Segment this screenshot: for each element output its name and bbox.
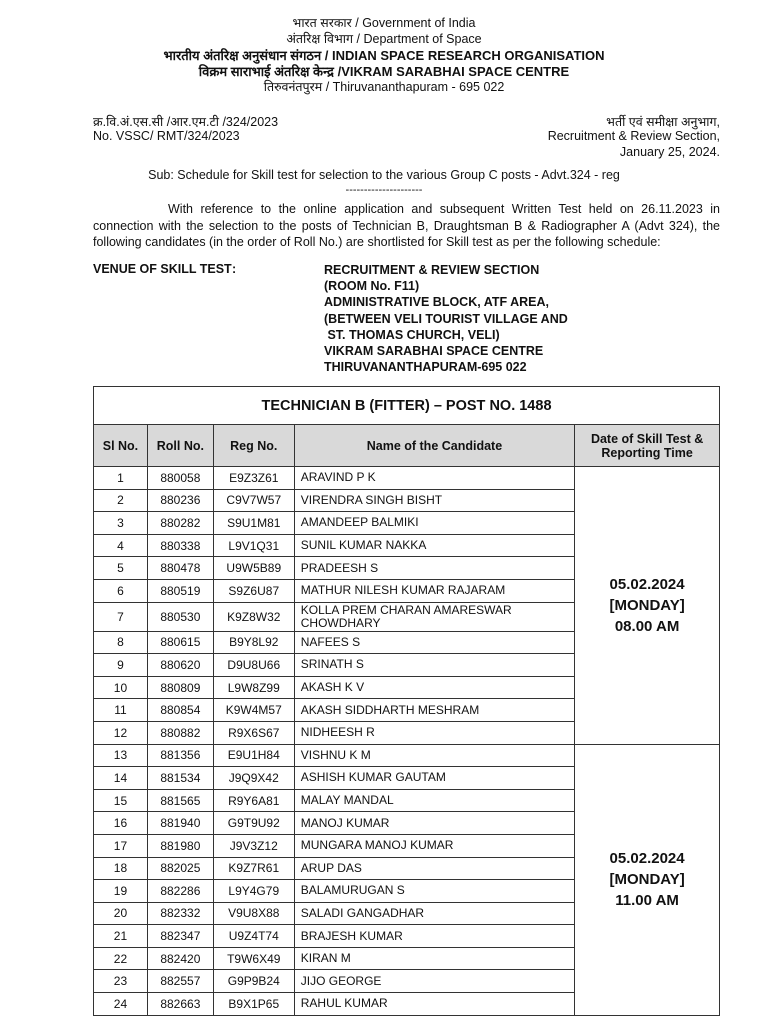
- section-name: Recruitment & Review Section,: [547, 129, 720, 143]
- header-schedule: Date of Skill Test & Reporting Time: [575, 425, 720, 467]
- cell-roll-no: 882347: [147, 925, 213, 948]
- cell-reg-no: B9Y8L92: [213, 631, 294, 654]
- letter-date: January 25, 2024.: [619, 145, 720, 159]
- section-name-hindi: भर्ती एवं समीक्षा अनुभाग,: [606, 115, 720, 129]
- schedule-time: 08.00 AM: [614, 617, 680, 635]
- cell-reg-no: C9V7W57: [213, 489, 294, 512]
- cell-reg-no: U9W5B89: [213, 557, 294, 580]
- cell-roll-no: 880882: [147, 721, 213, 744]
- cell-reg-no: R9X6S67: [213, 721, 294, 744]
- cell-candidate-name: ASHISH KUMAR GAUTAM: [294, 767, 574, 790]
- cell-sl-no: 24: [94, 993, 148, 1016]
- cell-roll-no: 882332: [147, 902, 213, 925]
- cell-reg-no: L9W8Z99: [213, 676, 294, 699]
- venue-line: ST. THOMAS CHURCH, VELI): [324, 327, 500, 342]
- cell-roll-no: 882025: [147, 857, 213, 880]
- cell-sl-no: 20: [94, 902, 148, 925]
- table-row: [94, 467, 720, 490]
- header-sl-no: Sl No.: [94, 425, 148, 467]
- cell-candidate-name: MALAY MANDAL: [294, 789, 574, 812]
- table-header-row: [94, 425, 720, 467]
- cell-sl-no: 5: [94, 557, 148, 580]
- cell-reg-no: G9T9U92: [213, 812, 294, 835]
- subject-underline: ---------------------: [345, 184, 423, 196]
- venue-line: VIKRAM SARABHAI SPACE CENTRE: [324, 344, 544, 359]
- cell-sl-no: 7: [94, 602, 148, 631]
- cell-reg-no: K9Z8W32: [213, 602, 294, 631]
- cell-roll-no: 880478: [147, 557, 213, 580]
- cell-reg-no: T9W6X49: [213, 947, 294, 970]
- cell-candidate-name: AKASH SIDDHARTH MESHRAM: [294, 699, 574, 722]
- cell-roll-no: 880809: [147, 676, 213, 699]
- cell-candidate-name: SRINATH S: [294, 654, 574, 677]
- cell-sl-no: 2: [94, 489, 148, 512]
- header-roll-no: Roll No.: [147, 425, 213, 467]
- cell-candidate-name: MANOJ KUMAR: [294, 812, 574, 835]
- cell-roll-no: 881980: [147, 834, 213, 857]
- schedule-date: 05.02.2024: [609, 575, 685, 593]
- venue-label: VENUE OF SKILL TEST: [93, 262, 232, 276]
- cell-candidate-name: ARUP DAS: [294, 857, 574, 880]
- cell-reg-no: S9U1M81: [213, 512, 294, 535]
- cell-roll-no: 882420: [147, 947, 213, 970]
- cell-sl-no: 23: [94, 970, 148, 993]
- cell-roll-no: 880058: [147, 467, 213, 490]
- cell-sl-no: 3: [94, 512, 148, 535]
- intro-paragraph-text: With reference to the online application and subsequent Written Test held on 26.11.2023 in connection with the selection to the posts of Technician B, Draughtsman B & Radiographer A (Advt 324), the following candidates (in the order of Roll No.) are shortlisted for Skill test as per the following schedule:: [93, 202, 720, 249]
- cell-sl-no: 15: [94, 789, 148, 812]
- cell-sl-no: 11: [94, 699, 148, 722]
- header-candidate-name: Name of the Candidate: [294, 425, 574, 467]
- cell-candidate-name: AMANDEEP BALMIKI: [294, 512, 574, 535]
- cell-candidate-name: BRAJESH KUMAR: [294, 925, 574, 948]
- cell-reg-no: J9V3Z12: [213, 834, 294, 857]
- cell-reg-no: E9U1H84: [213, 744, 294, 767]
- cell-reg-no: J9Q9X42: [213, 767, 294, 790]
- schedule-day: [MONDAY]: [609, 596, 685, 614]
- cell-reg-no: L9V1Q31: [213, 534, 294, 557]
- cell-roll-no: 880530: [147, 602, 213, 631]
- venue-address: [324, 262, 568, 375]
- cell-candidate-name: MATHUR NILESH KUMAR RAJARAM: [294, 579, 574, 602]
- cell-reg-no: E9Z3Z61: [213, 467, 294, 490]
- candidates-table: [93, 386, 720, 1016]
- cell-reg-no: L9Y4G79: [213, 880, 294, 903]
- cell-sl-no: 16: [94, 812, 148, 835]
- cell-roll-no: 880282: [147, 512, 213, 535]
- schedule-time: 11.00 AM: [615, 892, 679, 910]
- cell-candidate-name: AKASH K V: [294, 676, 574, 699]
- venue-line: THIRUVANANTHAPURAM-695 022: [324, 360, 527, 375]
- cell-roll-no: 881940: [147, 812, 213, 835]
- table-row: [94, 744, 720, 767]
- cell-reg-no: V9U8X88: [213, 902, 294, 925]
- cell-roll-no: 881356: [147, 744, 213, 767]
- cell-candidate-name: SALADI GANGADHAR: [294, 902, 574, 925]
- cell-candidate-name: SUNIL KUMAR NAKKA: [294, 534, 574, 557]
- cell-sl-no: 19: [94, 880, 148, 903]
- venue-line: RECRUITMENT & REVIEW SECTION: [324, 263, 540, 277]
- header-reg-no: Reg No.: [213, 425, 294, 467]
- reference-number: No. VSSC/ RMT/324/2023: [93, 129, 240, 143]
- cell-sl-no: 9: [94, 654, 148, 677]
- header-line-department: अंतरिक्ष विभाग / Department of Space: [286, 32, 482, 46]
- cell-roll-no: 880615: [147, 631, 213, 654]
- cell-reg-no: R9Y6A81: [213, 789, 294, 812]
- cell-roll-no: 882663: [147, 993, 213, 1016]
- cell-reg-no: K9Z7R61: [213, 857, 294, 880]
- cell-sl-no: 12: [94, 721, 148, 744]
- cell-candidate-name: NIDHEESH R: [294, 721, 574, 744]
- header-line-city: तिरुवनंतपुरम / Thiruvananthapuram - 695 022: [263, 80, 505, 94]
- cell-roll-no: 880338: [147, 534, 213, 557]
- cell-schedule: [575, 467, 720, 745]
- cell-roll-no: 880854: [147, 699, 213, 722]
- venue-colon: :: [232, 262, 237, 276]
- cell-candidate-name: BALAMURUGAN S: [294, 880, 574, 903]
- cell-candidate-name: VISHNU K M: [294, 744, 574, 767]
- cell-reg-no: B9X1P65: [213, 993, 294, 1016]
- cell-sl-no: 21: [94, 925, 148, 948]
- schedule-day: [MONDAY]: [609, 871, 685, 889]
- intro-paragraph: [93, 201, 720, 251]
- cell-reg-no: G9P9B24: [213, 970, 294, 993]
- cell-reg-no: U9Z4T74: [213, 925, 294, 948]
- cell-sl-no: 4: [94, 534, 148, 557]
- cell-sl-no: 22: [94, 947, 148, 970]
- cell-sl-no: 13: [94, 744, 148, 767]
- header-line-government: भारत सरकार / Government of India: [292, 16, 476, 30]
- cell-schedule: [575, 744, 720, 1015]
- cell-candidate-name: JIJO GEORGE: [294, 970, 574, 993]
- cell-candidate-name: ARAVIND P K: [294, 467, 574, 490]
- cell-reg-no: D9U8U66: [213, 654, 294, 677]
- cell-roll-no: 880519: [147, 579, 213, 602]
- cell-sl-no: 14: [94, 767, 148, 790]
- venue-line: (BETWEEN VELI TOURIST VILLAGE AND: [324, 311, 568, 326]
- subject-line: Sub: Schedule for Skill test for selection to the various Group C posts - Advt.324 - reg: [148, 168, 620, 182]
- cell-roll-no: 882557: [147, 970, 213, 993]
- cell-sl-no: 1: [94, 467, 148, 490]
- cell-candidate-name: VIRENDRA SINGH BISHT: [294, 489, 574, 512]
- cell-roll-no: 881534: [147, 767, 213, 790]
- cell-reg-no: K9W4M57: [213, 699, 294, 722]
- cell-sl-no: 10: [94, 676, 148, 699]
- cell-candidate-name: RAHUL KUMAR: [294, 993, 574, 1016]
- venue-line: (ROOM No. F11): [324, 279, 420, 294]
- schedule-date: 05.02.2024: [609, 850, 685, 868]
- header-line-organisation: भारतीय अंतरिक्ष अनुसंधान संगठन / INDIAN SPACE RESEARCH ORGANISATION: [163, 48, 605, 63]
- reference-number-hindi: क्र.वि.अं.एस.सी /आर.एम.टी /324/2023: [93, 115, 279, 129]
- cell-candidate-name: MUNGARA MANOJ KUMAR: [294, 834, 574, 857]
- header-line-centre: विक्रम साराभाई अंतरिक्ष केन्द्र /VIKRAM SARABHAI SPACE CENTRE: [198, 64, 570, 79]
- cell-reg-no: S9Z6U87: [213, 579, 294, 602]
- cell-roll-no: 882286: [147, 880, 213, 903]
- cell-candidate-name: KOLLA PREM CHARAN AMARESWAR CHOWDHARY: [294, 602, 574, 631]
- cell-candidate-name: NAFEES S: [294, 631, 574, 654]
- cell-sl-no: 17: [94, 834, 148, 857]
- table-title: TECHNICIAN B (FITTER) – POST NO. 1488: [94, 387, 720, 425]
- cell-roll-no: 881565: [147, 789, 213, 812]
- cell-sl-no: 18: [94, 857, 148, 880]
- cell-sl-no: 8: [94, 631, 148, 654]
- venue-line: ADMINISTRATIVE BLOCK, ATF AREA,: [324, 295, 549, 310]
- cell-roll-no: 880236: [147, 489, 213, 512]
- cell-candidate-name: KIRAN M: [294, 947, 574, 970]
- cell-candidate-name: PRADEESH S: [294, 557, 574, 580]
- cell-sl-no: 6: [94, 579, 148, 602]
- cell-roll-no: 880620: [147, 654, 213, 677]
